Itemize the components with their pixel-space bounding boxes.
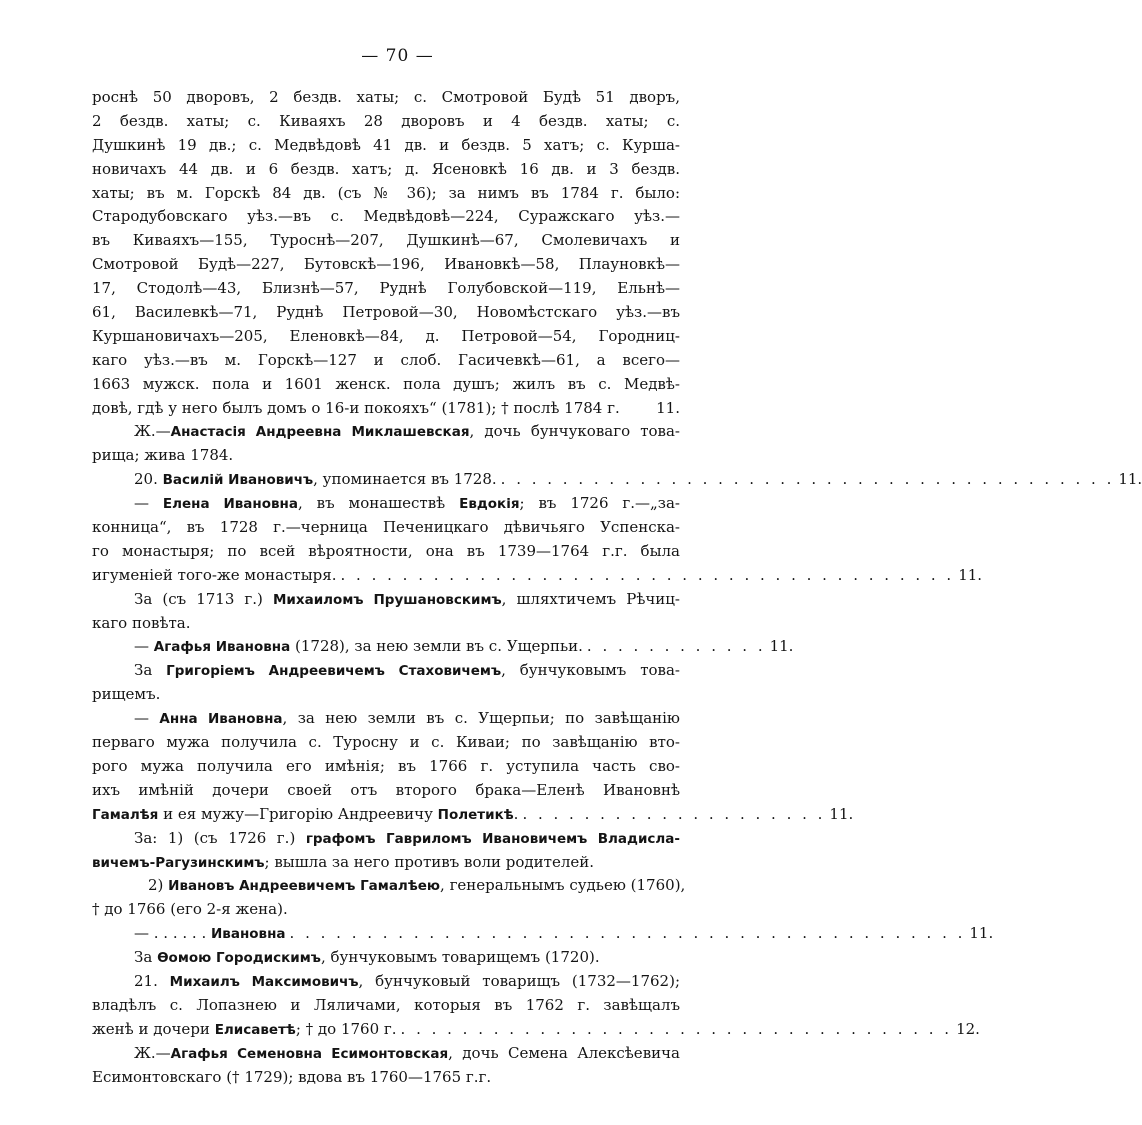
- person-name: Михаилъ Максимовичъ: [169, 973, 359, 990]
- line-text: , за нею земли въ с. Ущерпьи; по завѣщанію: [282, 709, 680, 728]
- text-line: 2 бездв. хаты; с. Киваяхъ 28 дворовъ и 4 бездв. хаты; с.: [92, 111, 680, 130]
- person-name: Ивановъ Андреевичемъ Гамалѣею: [168, 878, 441, 895]
- line-text: За: [134, 661, 167, 680]
- text-line: [92, 1042, 680, 1066]
- person-name: Елена Ивановна: [162, 496, 298, 513]
- line-text: Ж.—: [134, 422, 171, 441]
- line-text: игуменіей того-же монастыря.: [92, 565, 337, 584]
- line-text: , шляхтичемъ Рѣчиц-: [501, 589, 681, 608]
- text-line: рища; жива 1784.: [92, 446, 234, 465]
- text-line: [92, 803, 854, 827]
- text-line: [92, 635, 794, 659]
- dot-leader: . . . . . . . . . . . . . . . . . . . . . . . . . . . . . . . . . . . .: [400, 1019, 953, 1038]
- person-name: Агафья Ивановна: [153, 639, 291, 656]
- line-text: , дочь Семена Алексѣевича: [448, 1043, 680, 1062]
- line-text: , бунчуковымъ товарищемъ (1720).: [320, 948, 600, 967]
- person-name: Анна Ивановна: [159, 711, 283, 728]
- text-line: рого мужа получила его имѣнія; въ 1766 г. уступила часть сво-: [92, 756, 680, 775]
- text-line: каго повѣта.: [92, 613, 191, 632]
- text-line: въ Киваяхъ—155, Туроснѣ—207, Душкинѣ—67, Смолевичахъ и: [92, 231, 680, 250]
- text-line: [92, 468, 1142, 492]
- text-line: [92, 970, 680, 994]
- generation-number: 11.: [969, 924, 994, 943]
- line-text: ; въ 1726 г.—„за-: [519, 494, 680, 513]
- text-line: [92, 588, 680, 612]
- text-line: 17, Стодолѣ—43, Близнѣ—57, Руднѣ Голубовской—119, Ельнѣ—: [92, 279, 680, 298]
- line-text: , дочь бунчуковаго това-: [469, 422, 680, 441]
- person-name: вичемъ-Рагузинскимъ: [92, 854, 265, 871]
- text-line: новичахъ 44 дв. и 6 бездв. хатъ; д. Ясеновкѣ 16 дв. и 3 бездв.: [92, 159, 680, 178]
- line-text: — . . . . . .: [134, 924, 211, 943]
- line-text: , бунчуковымъ това-: [501, 661, 680, 680]
- text-line: [92, 397, 680, 421]
- line-text: , въ монашествѣ: [297, 494, 460, 513]
- dot-leader: . . . . . . . . . . . . . . . . . . . . . . . . . . . . . . . . . . . . . . . .: [500, 470, 1115, 489]
- text-line: каго уѣз.—въ м. Горскѣ—127 и слоб. Гасичевкѣ—61, а всего—: [92, 350, 680, 369]
- text-line: [92, 827, 680, 851]
- dot-leader: . . . . . . . . . . . . . . . . . . . . . . . . . . . . . . . . . . . . . . . . . . . .: [289, 924, 966, 943]
- text-line: Куршановичахъ—205, Еленовкѣ—84, д. Петровой—54, Городниц-: [92, 326, 680, 345]
- person-name: Ивановна: [211, 926, 286, 943]
- line-text: , бунчуковый товарищъ (1732—1762);: [358, 971, 681, 990]
- dot-leader: . . . . . . . . . . . . . . . . . . . .: [522, 804, 826, 823]
- text-line: рищемъ.: [92, 685, 161, 704]
- person-name: Полетикѣ: [437, 806, 514, 823]
- text-line: [92, 1018, 980, 1042]
- person-name: Григоріемъ Андреевичемъ Стаховичемъ: [166, 663, 502, 680]
- text-line: владѣлъ с. Лопазнею и Ляличами, которыя въ 1762 г. завѣщалъ: [92, 995, 680, 1014]
- line-text: 2): [148, 876, 169, 895]
- text-line: Смотровой Будѣ—227, Бутовскѣ—196, Ивановкѣ—58, Плауновкѣ—: [92, 255, 680, 274]
- line-text: ; † до 1760 г.: [295, 1019, 397, 1038]
- line-text: , генеральнымъ судьею (1760),: [440, 876, 686, 895]
- page-number: — 70 —: [361, 46, 434, 66]
- line-text: .: [513, 804, 519, 823]
- person-name: графомъ Гавриломъ Ивановичемъ Владисла-: [305, 830, 681, 847]
- person-name: Михаиломъ Прушановскимъ: [272, 591, 502, 608]
- person-name: Анастасія Андреевна Миклашевская: [170, 424, 470, 441]
- text-line: Есимонтовскаго († 1729); вдова въ 1760—1765 г.г.: [92, 1067, 492, 1086]
- text-line: [92, 707, 680, 731]
- generation-number: 12.: [956, 1019, 980, 1038]
- text-line: [92, 420, 680, 444]
- person-name: Ѳомою Городискимъ: [157, 950, 321, 967]
- dot-leader: . . . . . . . . . . . . . . . . . . . . . . . . . . . . . . . . . . . . . . . .: [340, 565, 955, 584]
- text-line: конница“, въ 1728 г.—черница Печеницкаго дѣвичьяго Успенска-: [92, 518, 680, 537]
- text-line: [92, 659, 680, 683]
- line-text: —: [134, 709, 160, 728]
- monastic-name: Евдокія: [459, 496, 520, 513]
- text-line: [92, 492, 680, 516]
- line-text: —: [134, 494, 163, 513]
- line-text: —: [134, 637, 154, 656]
- line-text: ; вышла за него противъ воли родителей.: [264, 852, 594, 871]
- text-line: роснѣ 50 дворовъ, 2 бездв. хаты; с. Смотровой Будѣ 51 дворъ,: [92, 88, 680, 106]
- generation-number: 11.: [958, 565, 983, 584]
- text-line: перваго мужа получила с. Туросну и с. Киваи; по завѣщанію вто-: [92, 733, 680, 752]
- person-name: Гамалѣя: [92, 806, 159, 823]
- generation-number: 11.: [656, 398, 680, 417]
- dot-leader: . . . . . . . . . . . .: [586, 637, 766, 656]
- text-line: [92, 851, 680, 875]
- line-text: женѣ и дочери: [92, 1019, 215, 1038]
- text-line: 1663 мужск. пола и 1601 женск. пола душъ; жилъ въ с. Медвѣ-: [92, 374, 680, 393]
- person-name: Елисаветѣ: [214, 1021, 296, 1038]
- text-line: [92, 564, 983, 588]
- text-column: [92, 86, 1142, 1089]
- generation-number: 11.: [769, 637, 794, 656]
- line-text: 20.: [134, 470, 163, 489]
- line-text: За: [134, 948, 158, 967]
- person-name: Агафья Семеновна Есимонтовская: [170, 1045, 449, 1062]
- generation-number: 11.: [829, 804, 854, 823]
- text-line: † до 1766 (его 2-я жена).: [92, 900, 288, 919]
- text-line: Стародубовскаго уѣз.—въ с. Медвѣдовѣ—224, Суражскаго уѣз.—: [92, 207, 680, 226]
- line-text: Ж.—: [134, 1043, 171, 1062]
- text-line: [92, 922, 994, 946]
- text-line: Душкинѣ 19 дв.; с. Медвѣдовѣ 41 дв. и бездв. 5 хатъ; с. Курша-: [92, 135, 680, 154]
- text-line: го монастыря; по всей вѣроятности, она въ 1739—1764 г.г. была: [92, 541, 680, 560]
- text-line: [92, 946, 680, 970]
- text-line: [92, 874, 686, 898]
- line-text: , упоминается въ 1728.: [313, 470, 497, 489]
- text-line: хаты; въ м. Горскѣ 84 дв. (съ № 36); за нимъ въ 1784 г. было:: [92, 183, 680, 202]
- text-line: ихъ имѣній дочери своей отъ второго брака—Еленѣ Ивановнѣ: [92, 780, 680, 799]
- line-text: довѣ, гдѣ у него былъ домъ о 16-и покояхъ“ (1781); † послѣ 1784 г.: [92, 398, 620, 417]
- generation-number: 11.: [1118, 470, 1142, 489]
- text-line: 61, Василевкѣ—71, Руднѣ Петровой—30, Новомѣстскаго уѣз.—въ: [92, 303, 680, 322]
- line-text: и ея мужу—Григорію Андреевичу: [158, 804, 438, 823]
- line-text: За (съ 1713 г.): [134, 589, 273, 608]
- person-name: Василій Ивановичъ: [162, 472, 314, 489]
- line-text: За: 1) (съ 1726 г.): [134, 828, 306, 847]
- line-text: (1728), за нею земли въ с. Ущерпьи.: [290, 637, 583, 656]
- line-text: 21.: [134, 971, 170, 990]
